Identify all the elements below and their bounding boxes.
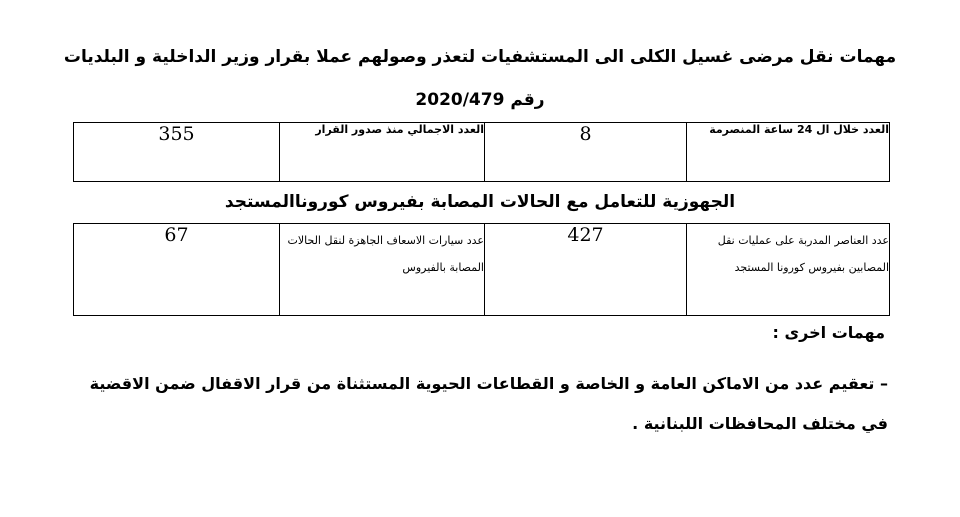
dialysis-transport-table (73, 122, 890, 182)
total-since-decision-value: 355 (74, 123, 280, 182)
last-24h-label: العدد خلال ال 24 ساعة المنصرمة (687, 123, 890, 182)
decision-number: رقم 2020/479 (415, 90, 545, 110)
table-row (74, 224, 890, 316)
other-tasks-heading: مهمات اخرى : (772, 323, 885, 342)
ready-ambulances-label: عدد سيارات الاسعاف الجاهزة لنقل الحالات المصابة بالفيروس (280, 224, 485, 316)
other-tasks-item: – تعقيم عدد من الاماكن العامة و الخاصة و القطاعات الحيوية المستثناة من قرار الاقفال ضمن الاقضية في مختلف المحافظات اللبنانية . (89, 374, 888, 433)
total-since-decision-label: العدد الاجمالي منذ صدور القرار (280, 123, 485, 182)
ready-ambulances-value: 67 (74, 224, 280, 316)
last-24h-value: 8 (485, 123, 687, 182)
covid-readiness-title: الجهوزية للتعامل مع الحالات المصابة بفيروس كوروناالمستجد (224, 192, 736, 212)
covid-readiness-table (73, 223, 890, 316)
table-row (74, 123, 890, 182)
document-title: مهمات نقل مرضى غسيل الكلى الى المستشفيات لتعذر وصولهم عملا بقرار وزير الداخلية و البلديات (63, 47, 897, 67)
trained-personnel-value: 427 (485, 224, 687, 316)
trained-personnel-label: عدد العناصر المدربة على عمليات نقل المصابين بفيروس كورونا المستجد (687, 224, 890, 316)
